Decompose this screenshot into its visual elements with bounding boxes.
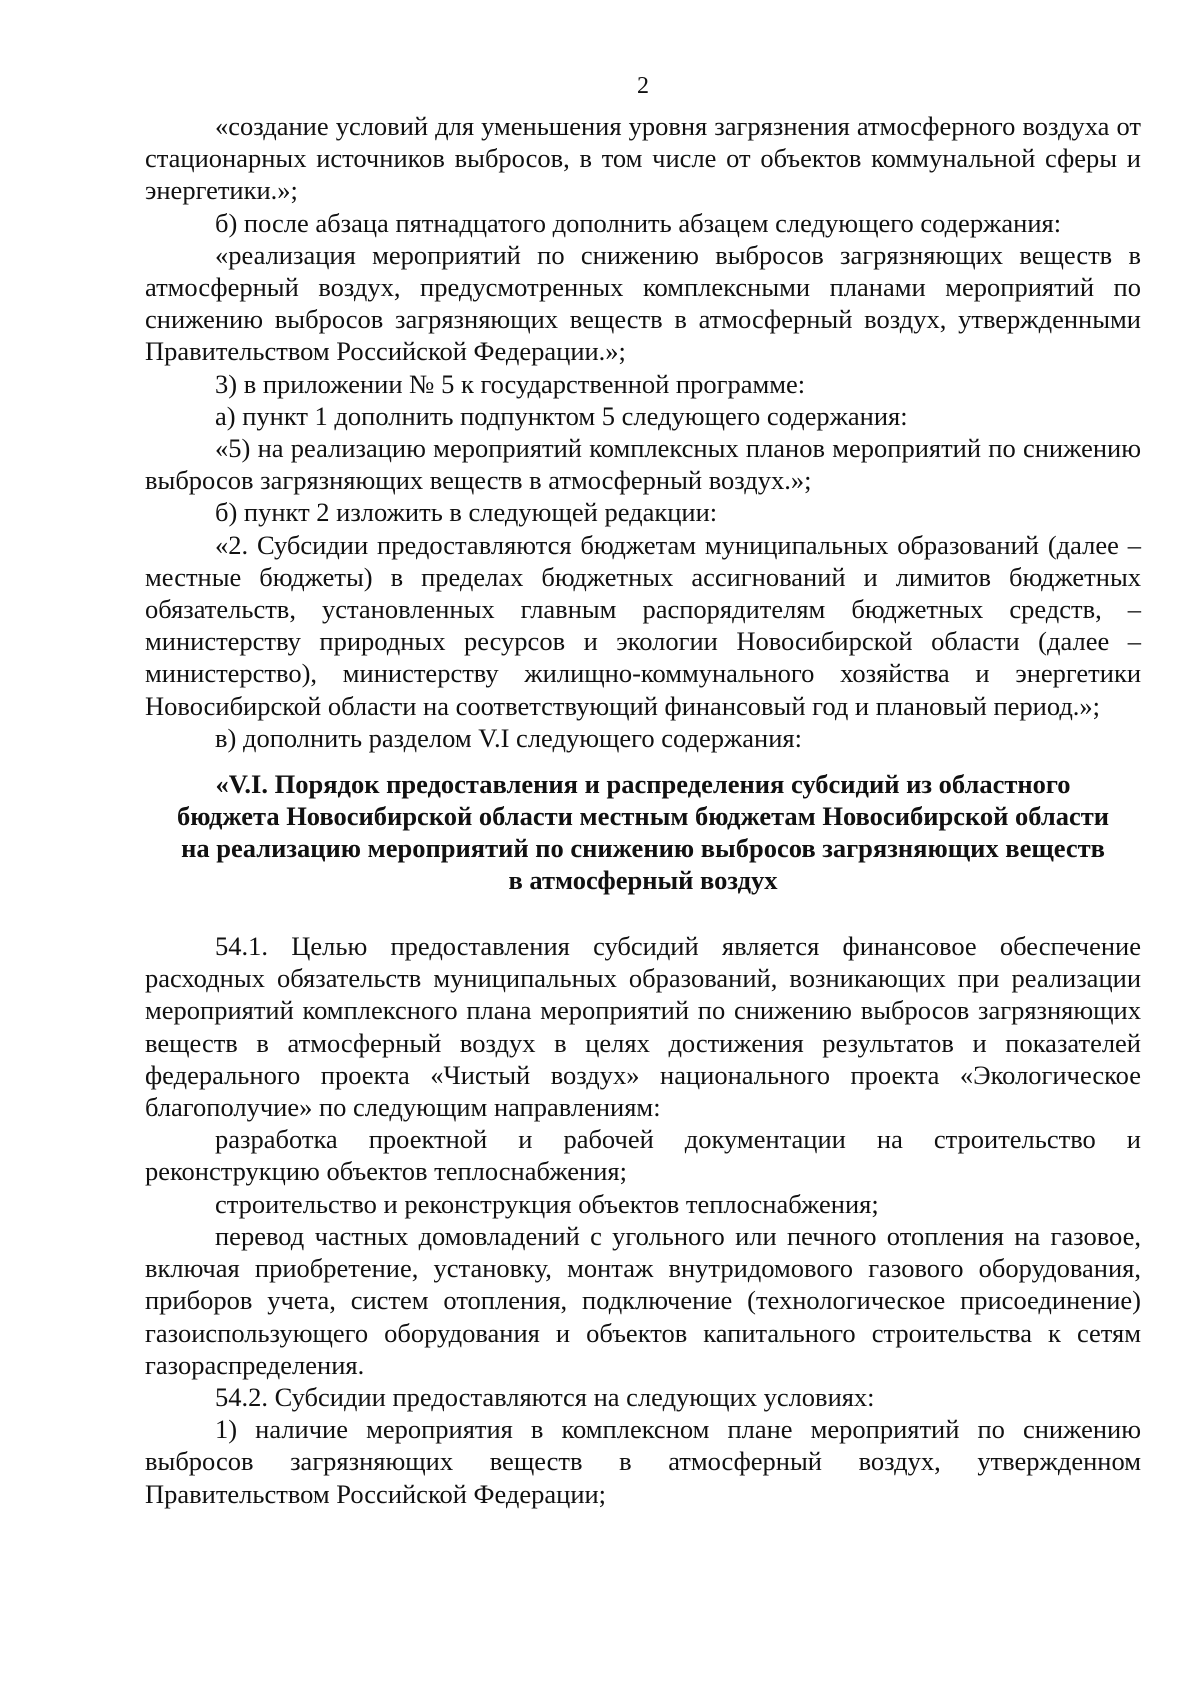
paragraph-item-3: 3) в приложении № 5 к государственной программе: [215,368,806,399]
paragraph-direction-design: разработка проектной и рабочей документации на строительство и реконструкцию объектов теплоснабжения; [145,1124,1141,1187]
paragraph-point-2: «2. Субсидии предоставляются бюджетам муниципальных образований (далее – местные бюджеты) в пределах бюджетных ассигнований и лимитов бюджетных обязательств, установленных главным распорядителям бюджетных средств, – министерству природных ресурсов и экологии Новосибирской области (далее – министерство), министерству жилищно-коммунального хозяйства и энергетики Новосибирской области на соответствующий финансовый год и плановый период.»; [145,529,1141,721]
paragraph-direction-construction: строительство и реконструкция объектов теплоснабжения; [215,1188,879,1219]
paragraph-item-a: а) пункт 1 дополнить подпунктом 5 следующего содержания: [215,400,908,431]
section-title [145,768,1141,896]
paragraph-quote-measures: «реализация мероприятий по снижению выбросов загрязняющих веществ в атмосферный воздух, предусмотренных комплексными планами мероприятий по снижению выбросов загрязняющих веществ в атмосферный воздух, утвержденными Правительством Российской Федерации.»; [145,239,1141,367]
section-title-line: в атмосферный воздух [508,865,778,896]
paragraph-subitem-5: «5) на реализацию мероприятий комплексных планов мероприятий по снижению выбросов загрязняющих веществ в атмосферный воздух.»; [145,433,1141,496]
paragraph-condition-1: 1) наличие мероприятия в комплексном плане мероприятий по снижению выбросов загрязняющих веществ в атмосферный воздух, утвержденном Правительством Российской Федерации; [145,1414,1141,1509]
paragraph-direction-gasification: перевод частных домовладений с угольного или печного отопления на газовое, включая приобретение, установку, монтаж внутридомового газового оборудования, приборов учета, систем отопления, подключение (технологическое присоединение) газоиспользующего оборудования и объектов капитального строительства к сетям газораспределения. [145,1220,1141,1380]
paragraph-item-v: в) дополнить разделом V.I следующего содержания: [215,722,802,753]
paragraph-quote-conditions: «создание условий для уменьшения уровня загрязнения атмосферного воздуха от стационарных источников выбросов, в том числе от объектов коммунальной сферы и энергетики.»; [145,111,1141,206]
paragraph-54-1: 54.1. Целью предоставления субсидий является финансовое обеспечение расходных обязательств муниципальных образований, возникающих при реализации мероприятий комплексного плана мероприятий по снижению выбросов загрязняющих веществ в атмосферный воздух в целях достижения результатов и показателей федерального проекта «Чистый воздух» национального проекта «Экологическое благополучие» по следующим направлениям: [145,931,1141,1123]
document-page [145,70,1141,1510]
section-title-line: «V.I. Порядок предоставления и распределения субсидий из областного [215,769,1071,800]
section-title-line: на реализацию мероприятий по снижению выбросов загрязняющих веществ [181,833,1105,864]
page-number: 2 [637,73,649,99]
paragraph-item-b: б) пункт 2 изложить в следующей редакции: [215,497,718,528]
paragraph-amendment-b: б) после абзаца пятнадцатого дополнить абзацем следующего содержания: [215,207,1062,238]
section-title-line: бюджета Новосибирской области местным бюджетам Новосибирской области [176,801,1110,832]
paragraph-54-2: 54.2. Субсидии предоставляются на следующих условиях: [215,1381,875,1412]
